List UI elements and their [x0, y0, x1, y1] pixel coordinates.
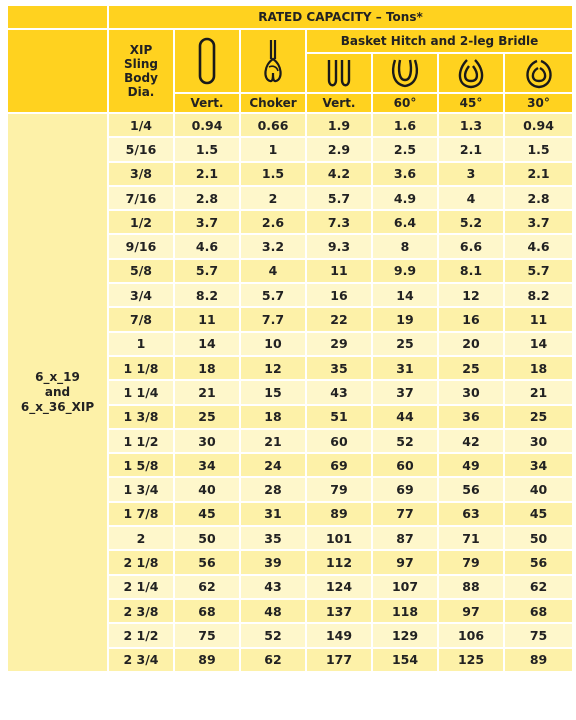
- basket-30-icon-cell: [504, 53, 573, 93]
- capacity-value: 36: [438, 405, 504, 429]
- size-column-header: [108, 29, 174, 113]
- sling-diameter: 1 5/8: [108, 453, 174, 477]
- choker-icon-cell: [240, 29, 306, 93]
- capacity-value: 25: [174, 405, 240, 429]
- capacity-value: 14: [504, 332, 573, 356]
- capacity-value: 2: [240, 186, 306, 210]
- sling-diameter: 2 1/8: [108, 550, 174, 574]
- capacity-value: 25: [504, 405, 573, 429]
- capacity-value: 60: [372, 453, 438, 477]
- sling-diameter: 2 3/4: [108, 648, 174, 672]
- sling-diameter: 2 1/4: [108, 575, 174, 599]
- column-label-3: 60°: [372, 93, 438, 113]
- capacity-value: 8.2: [174, 283, 240, 307]
- capacity-value: 24: [240, 453, 306, 477]
- vertical-icon-cell: [174, 29, 240, 93]
- capacity-value: 97: [372, 550, 438, 574]
- sling-diameter: 1 1/2: [108, 429, 174, 453]
- capacity-value: 30: [438, 380, 504, 404]
- capacity-value: 34: [504, 453, 573, 477]
- capacity-value: 25: [438, 356, 504, 380]
- column-label-0: Vert.: [174, 93, 240, 113]
- basket-group-header: Basket Hitch and 2-leg Bridle: [306, 29, 573, 53]
- capacity-value: 11: [504, 307, 573, 331]
- capacity-value: 137: [306, 599, 372, 623]
- capacity-value: 14: [372, 283, 438, 307]
- capacity-value: 75: [174, 623, 240, 647]
- capacity-value: 18: [504, 356, 573, 380]
- capacity-value: 118: [372, 599, 438, 623]
- basket-45-icon: [453, 56, 489, 90]
- capacity-value: 43: [240, 575, 306, 599]
- column-label-1: Choker: [240, 93, 306, 113]
- sling-diameter: 1/4: [108, 113, 174, 137]
- capacity-value: 1.5: [240, 162, 306, 186]
- capacity-value: 39: [240, 550, 306, 574]
- capacity-value: 4.2: [306, 162, 372, 186]
- capacity-value: 89: [174, 648, 240, 672]
- capacity-value: 3.6: [372, 162, 438, 186]
- capacity-value: 0.66: [240, 113, 306, 137]
- capacity-value: 49: [438, 453, 504, 477]
- capacity-value: 50: [174, 526, 240, 550]
- table-row: [7, 113, 573, 137]
- basket-60-icon-cell: [372, 53, 438, 93]
- capacity-value: 14: [174, 332, 240, 356]
- capacity-value: 3.7: [504, 210, 573, 234]
- capacity-value: 2.1: [174, 162, 240, 186]
- column-label-5: 30°: [504, 93, 573, 113]
- capacity-value: 68: [504, 599, 573, 623]
- column-label-2: Vert.: [306, 93, 372, 113]
- capacity-value: 7.3: [306, 210, 372, 234]
- capacity-value: 88: [438, 575, 504, 599]
- capacity-value: 2.6: [240, 210, 306, 234]
- capacity-value: 4.6: [504, 234, 573, 258]
- capacity-value: 56: [438, 477, 504, 501]
- table-title: RATED CAPACITY – Tons*: [108, 5, 573, 29]
- capacity-value: 11: [306, 259, 372, 283]
- corner-cell: [7, 5, 108, 29]
- capacity-value: 62: [504, 575, 573, 599]
- sling-diameter: 1/2: [108, 210, 174, 234]
- sling-diameter: 1 3/4: [108, 477, 174, 501]
- capacity-value: 8: [372, 234, 438, 258]
- capacity-value: 22: [306, 307, 372, 331]
- capacity-value: 45: [504, 502, 573, 526]
- capacity-value: 129: [372, 623, 438, 647]
- capacity-value: 0.94: [174, 113, 240, 137]
- capacity-value: 52: [372, 429, 438, 453]
- capacity-value: 37: [372, 380, 438, 404]
- capacity-value: 25: [372, 332, 438, 356]
- capacity-value: 1: [240, 137, 306, 161]
- sling-diameter: 1 1/8: [108, 356, 174, 380]
- sling-diameter: 2: [108, 526, 174, 550]
- capacity-value: 31: [372, 356, 438, 380]
- capacity-value: 7.7: [240, 307, 306, 331]
- capacity-value: 12: [240, 356, 306, 380]
- basket-vertical-icon-cell: [306, 53, 372, 93]
- rated-capacity-table: [6, 4, 574, 673]
- capacity-value: 77: [372, 502, 438, 526]
- capacity-value: 51: [306, 405, 372, 429]
- sling-diameter: 1 7/8: [108, 502, 174, 526]
- capacity-value: 89: [504, 648, 573, 672]
- capacity-value: 5.7: [504, 259, 573, 283]
- capacity-value: 2.1: [438, 137, 504, 161]
- capacity-value: 1.6: [372, 113, 438, 137]
- capacity-value: 0.94: [504, 113, 573, 137]
- capacity-value: 9.3: [306, 234, 372, 258]
- sling-diameter: 5/8: [108, 259, 174, 283]
- capacity-value: 9.9: [372, 259, 438, 283]
- basket-vertical-icon: [322, 56, 356, 90]
- capacity-value: 5.2: [438, 210, 504, 234]
- choker-hitch-icon: [260, 37, 286, 85]
- sling-diameter: 7/8: [108, 307, 174, 331]
- capacity-value: 30: [174, 429, 240, 453]
- capacity-value: 5.7: [240, 283, 306, 307]
- capacity-value: 154: [372, 648, 438, 672]
- basket-45-icon-cell: [438, 53, 504, 93]
- capacity-value: 4.9: [372, 186, 438, 210]
- capacity-value: 45: [174, 502, 240, 526]
- basket-60-icon: [387, 56, 423, 90]
- capacity-value: 112: [306, 550, 372, 574]
- capacity-value: 68: [174, 599, 240, 623]
- capacity-value: 2.9: [306, 137, 372, 161]
- sling-diameter: 3/8: [108, 162, 174, 186]
- sling-diameter: 1 1/4: [108, 380, 174, 404]
- capacity-value: 107: [372, 575, 438, 599]
- capacity-value: 101: [306, 526, 372, 550]
- capacity-value: 5.7: [306, 186, 372, 210]
- capacity-value: 149: [306, 623, 372, 647]
- capacity-value: 2.8: [174, 186, 240, 210]
- sling-diameter: 3/4: [108, 283, 174, 307]
- capacity-value: 28: [240, 477, 306, 501]
- capacity-value: 79: [306, 477, 372, 501]
- capacity-value: 62: [240, 648, 306, 672]
- sling-diameter: 2 3/8: [108, 599, 174, 623]
- capacity-value: 29: [306, 332, 372, 356]
- capacity-value: 6.6: [438, 234, 504, 258]
- corner-cell-lower: [7, 29, 108, 113]
- capacity-value: 31: [240, 502, 306, 526]
- capacity-value: 42: [438, 429, 504, 453]
- capacity-value: 1.5: [174, 137, 240, 161]
- capacity-value: 1.5: [504, 137, 573, 161]
- capacity-value: 12: [438, 283, 504, 307]
- capacity-value: 30: [504, 429, 573, 453]
- capacity-value: 63: [438, 502, 504, 526]
- capacity-value: 1.9: [306, 113, 372, 137]
- capacity-value: 87: [372, 526, 438, 550]
- capacity-value: 40: [504, 477, 573, 501]
- column-label-4: 45°: [438, 93, 504, 113]
- capacity-value: 48: [240, 599, 306, 623]
- capacity-value: 2.5: [372, 137, 438, 161]
- capacity-value: 56: [504, 550, 573, 574]
- capacity-value: 4: [438, 186, 504, 210]
- capacity-value: 8.1: [438, 259, 504, 283]
- capacity-value: 6.4: [372, 210, 438, 234]
- capacity-value: 34: [174, 453, 240, 477]
- capacity-value: 4: [240, 259, 306, 283]
- sling-diameter: 5/16: [108, 137, 174, 161]
- rope-construction-label: 6_x_19 and 6_x_36_XIP: [7, 113, 108, 672]
- capacity-value: 69: [372, 477, 438, 501]
- capacity-value: 43: [306, 380, 372, 404]
- sling-diameter: 2 1/2: [108, 623, 174, 647]
- size-column-label: XIP Sling Body Dia.: [123, 43, 158, 99]
- capacity-value: 52: [240, 623, 306, 647]
- sling-diameter: 7/16: [108, 186, 174, 210]
- capacity-value: 10: [240, 332, 306, 356]
- capacity-value: 60: [306, 429, 372, 453]
- capacity-value: 5.7: [174, 259, 240, 283]
- capacity-value: 35: [306, 356, 372, 380]
- capacity-value: 44: [372, 405, 438, 429]
- capacity-value: 124: [306, 575, 372, 599]
- capacity-value: 11: [174, 307, 240, 331]
- capacity-value: 1.3: [438, 113, 504, 137]
- capacity-value: 56: [174, 550, 240, 574]
- capacity-value: 19: [372, 307, 438, 331]
- capacity-value: 18: [174, 356, 240, 380]
- basket-30-icon: [521, 56, 557, 90]
- capacity-value: 16: [438, 307, 504, 331]
- sling-diameter: 1 3/8: [108, 405, 174, 429]
- sling-diameter: 1: [108, 332, 174, 356]
- capacity-value: 50: [504, 526, 573, 550]
- capacity-value: 16: [306, 283, 372, 307]
- capacity-value: 125: [438, 648, 504, 672]
- capacity-value: 4.6: [174, 234, 240, 258]
- capacity-value: 2.1: [504, 162, 573, 186]
- capacity-value: 35: [240, 526, 306, 550]
- capacity-value: 18: [240, 405, 306, 429]
- capacity-value: 75: [504, 623, 573, 647]
- capacity-value: 2.8: [504, 186, 573, 210]
- capacity-value: 21: [504, 380, 573, 404]
- capacity-value: 62: [174, 575, 240, 599]
- sling-diameter: 9/16: [108, 234, 174, 258]
- capacity-value: 40: [174, 477, 240, 501]
- capacity-value: 21: [240, 429, 306, 453]
- vertical-hitch-icon: [196, 37, 218, 85]
- capacity-value: 20: [438, 332, 504, 356]
- capacity-value: 79: [438, 550, 504, 574]
- capacity-value: 97: [438, 599, 504, 623]
- capacity-value: 89: [306, 502, 372, 526]
- capacity-value: 15: [240, 380, 306, 404]
- capacity-value: 21: [174, 380, 240, 404]
- capacity-value: 3.2: [240, 234, 306, 258]
- capacity-value: 69: [306, 453, 372, 477]
- capacity-value: 106: [438, 623, 504, 647]
- capacity-value: 8.2: [504, 283, 573, 307]
- capacity-value: 71: [438, 526, 504, 550]
- capacity-value: 3: [438, 162, 504, 186]
- capacity-value: 177: [306, 648, 372, 672]
- capacity-value: 3.7: [174, 210, 240, 234]
